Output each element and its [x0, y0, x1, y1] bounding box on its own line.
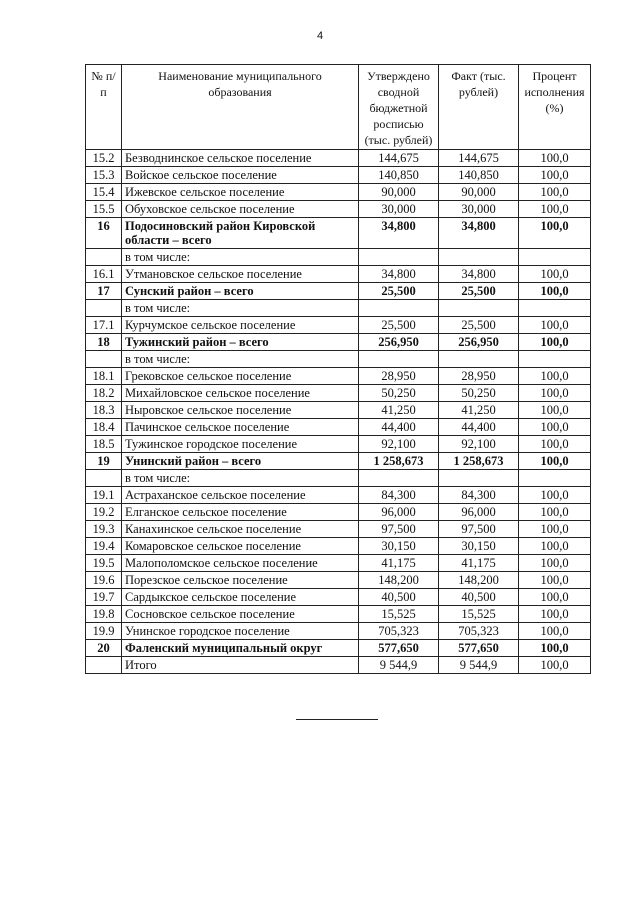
- row-fact: 34,800: [439, 266, 519, 283]
- row-name: в том числе:: [122, 300, 359, 317]
- table-row: [86, 436, 591, 453]
- row-plan: [359, 351, 439, 368]
- row-fact: 28,950: [439, 368, 519, 385]
- row-name: Малополомское сельское поселение: [122, 555, 359, 572]
- row-name: Безводнинское сельское поселение: [122, 150, 359, 167]
- row-percent: 100,0: [519, 572, 591, 589]
- row-fact: 40,500: [439, 589, 519, 606]
- row-name: в том числе:: [122, 351, 359, 368]
- row-number: 19.5: [86, 555, 122, 572]
- row-plan: 97,500: [359, 521, 439, 538]
- row-plan: 25,500: [359, 317, 439, 334]
- row-percent: 100,0: [519, 504, 591, 521]
- row-plan: 84,300: [359, 487, 439, 504]
- row-percent: 100,0: [519, 150, 591, 167]
- row-name: Елганское сельское поселение: [122, 504, 359, 521]
- table-row: [86, 504, 591, 521]
- row-number: 15.2: [86, 150, 122, 167]
- row-plan: 9 544,9: [359, 657, 439, 674]
- row-percent: 100,0: [519, 402, 591, 419]
- row-fact: 97,500: [439, 521, 519, 538]
- row-number: 17: [86, 283, 122, 300]
- table-row: [86, 300, 591, 317]
- row-number: 18.1: [86, 368, 122, 385]
- row-fact: [439, 470, 519, 487]
- table-row-total: [86, 334, 591, 351]
- row-plan: 1 258,673: [359, 453, 439, 470]
- row-fact: 25,500: [439, 317, 519, 334]
- table-body: [86, 150, 591, 674]
- row-fact: 9 544,9: [439, 657, 519, 674]
- row-fact: 84,300: [439, 487, 519, 504]
- row-percent: [519, 249, 591, 266]
- table-row-total: [86, 640, 591, 657]
- row-percent: 100,0: [519, 538, 591, 555]
- row-name: Тужинское городское поселение: [122, 436, 359, 453]
- row-number: 19.2: [86, 504, 122, 521]
- row-fact: 1 258,673: [439, 453, 519, 470]
- row-percent: 100,0: [519, 317, 591, 334]
- row-plan: 140,850: [359, 167, 439, 184]
- row-number: [86, 249, 122, 266]
- row-plan: 92,100: [359, 436, 439, 453]
- row-number: 18.5: [86, 436, 122, 453]
- row-fact: 144,675: [439, 150, 519, 167]
- row-number: 16.1: [86, 266, 122, 283]
- row-percent: 100,0: [519, 555, 591, 572]
- table-row: [86, 538, 591, 555]
- row-name: Астраханское сельское поселение: [122, 487, 359, 504]
- row-percent: [519, 300, 591, 317]
- row-name: в том числе:: [122, 249, 359, 266]
- table-row: [86, 402, 591, 419]
- table-row: [86, 555, 591, 572]
- header-percent: Процент исполнения (%): [519, 65, 591, 150]
- row-plan: [359, 300, 439, 317]
- row-fact: 148,200: [439, 572, 519, 589]
- row-fact: 30,150: [439, 538, 519, 555]
- row-percent: 100,0: [519, 521, 591, 538]
- row-number: 19.6: [86, 572, 122, 589]
- row-plan: 34,800: [359, 218, 439, 249]
- row-name: Ныровское сельское поселение: [122, 402, 359, 419]
- row-number: 19.4: [86, 538, 122, 555]
- row-percent: 100,0: [519, 283, 591, 300]
- row-percent: 100,0: [519, 201, 591, 218]
- row-fact: 90,000: [439, 184, 519, 201]
- row-percent: 100,0: [519, 419, 591, 436]
- table-row: [86, 266, 591, 283]
- row-plan: 30,000: [359, 201, 439, 218]
- row-plan: 44,400: [359, 419, 439, 436]
- table-row: [86, 572, 591, 589]
- row-name: Михайловское сельское поселение: [122, 385, 359, 402]
- row-name: Курчумское сельское поселение: [122, 317, 359, 334]
- row-name: Комаровское сельское поселение: [122, 538, 359, 555]
- page-number: 4: [316, 30, 324, 42]
- row-plan: 705,323: [359, 623, 439, 640]
- row-name: Порезское сельское поселение: [122, 572, 359, 589]
- table-row: [86, 521, 591, 538]
- header-name: Наименование муниципального образования: [122, 65, 359, 150]
- row-name: Итого: [122, 657, 359, 674]
- row-fact: 34,800: [439, 218, 519, 249]
- row-name: Подосиновский район Кировской области – всего: [122, 218, 359, 249]
- row-number: 20: [86, 640, 122, 657]
- row-plan: 41,250: [359, 402, 439, 419]
- row-number: 19.7: [86, 589, 122, 606]
- row-fact: [439, 300, 519, 317]
- row-percent: 100,0: [519, 606, 591, 623]
- row-plan: 25,500: [359, 283, 439, 300]
- row-percent: 100,0: [519, 657, 591, 674]
- row-fact: 256,950: [439, 334, 519, 351]
- row-number: 19.1: [86, 487, 122, 504]
- row-fact: 41,175: [439, 555, 519, 572]
- table-row: [86, 184, 591, 201]
- row-name: Сардыкское сельское поселение: [122, 589, 359, 606]
- row-number: 15.5: [86, 201, 122, 218]
- row-percent: 100,0: [519, 184, 591, 201]
- row-fact: [439, 351, 519, 368]
- row-fact: 577,650: [439, 640, 519, 657]
- row-number: 18.4: [86, 419, 122, 436]
- row-number: [86, 470, 122, 487]
- row-fact: 25,500: [439, 283, 519, 300]
- row-number: [86, 657, 122, 674]
- row-fact: 140,850: [439, 167, 519, 184]
- table-row: [86, 385, 591, 402]
- row-percent: 100,0: [519, 368, 591, 385]
- row-number: 19.3: [86, 521, 122, 538]
- table-row: [86, 150, 591, 167]
- row-plan: 40,500: [359, 589, 439, 606]
- row-name: Фаленский муниципальный округ: [122, 640, 359, 657]
- table-row: [86, 487, 591, 504]
- table-row-total: [86, 283, 591, 300]
- table-row: [86, 419, 591, 436]
- row-fact: 92,100: [439, 436, 519, 453]
- row-fact: 44,400: [439, 419, 519, 436]
- table-row: [86, 623, 591, 640]
- row-number: 19.9: [86, 623, 122, 640]
- row-percent: 100,0: [519, 487, 591, 504]
- row-plan: 90,000: [359, 184, 439, 201]
- row-plan: 577,650: [359, 640, 439, 657]
- table-row: [86, 167, 591, 184]
- row-number: [86, 351, 122, 368]
- end-divider: [296, 719, 378, 720]
- row-percent: 100,0: [519, 385, 591, 402]
- table-row: [86, 351, 591, 368]
- row-name: Сунский район – всего: [122, 283, 359, 300]
- row-number: 16: [86, 218, 122, 249]
- row-name: Унинское городское поселение: [122, 623, 359, 640]
- row-number: 18: [86, 334, 122, 351]
- row-name: Тужинский район – всего: [122, 334, 359, 351]
- row-number: 15.3: [86, 167, 122, 184]
- row-percent: 100,0: [519, 266, 591, 283]
- row-plan: 96,000: [359, 504, 439, 521]
- row-number: 15.4: [86, 184, 122, 201]
- row-percent: 100,0: [519, 453, 591, 470]
- row-fact: 15,525: [439, 606, 519, 623]
- row-percent: 100,0: [519, 334, 591, 351]
- row-fact: 96,000: [439, 504, 519, 521]
- row-percent: 100,0: [519, 218, 591, 249]
- row-percent: 100,0: [519, 623, 591, 640]
- row-name: Грековское сельское поселение: [122, 368, 359, 385]
- row-name: Ижевское сельское поселение: [122, 184, 359, 201]
- row-plan: 30,150: [359, 538, 439, 555]
- row-fact: 30,000: [439, 201, 519, 218]
- header-plan: Утверждено сводной бюджетной росписью (тыс. рублей): [359, 65, 439, 150]
- budget-table: [85, 64, 591, 674]
- row-name: Обуховское сельское поселение: [122, 201, 359, 218]
- row-number: 19.8: [86, 606, 122, 623]
- row-name: Сосновское сельское поселение: [122, 606, 359, 623]
- row-percent: [519, 470, 591, 487]
- header-fact: Факт (тыс. рублей): [439, 65, 519, 150]
- table-header-row: [86, 65, 591, 150]
- row-percent: 100,0: [519, 589, 591, 606]
- table-row: [86, 368, 591, 385]
- row-percent: 100,0: [519, 640, 591, 657]
- table-row: [86, 249, 591, 266]
- table-row: [86, 589, 591, 606]
- row-name: Войское сельское поселение: [122, 167, 359, 184]
- row-plan: 34,800: [359, 266, 439, 283]
- header-no: № п/п: [86, 65, 122, 150]
- table-row: [86, 657, 591, 674]
- table-row: [86, 606, 591, 623]
- row-percent: [519, 351, 591, 368]
- table-row: [86, 470, 591, 487]
- row-plan: 28,950: [359, 368, 439, 385]
- table-row: [86, 317, 591, 334]
- row-fact: [439, 249, 519, 266]
- row-name: Утмановское сельское поселение: [122, 266, 359, 283]
- row-plan: 144,675: [359, 150, 439, 167]
- row-name: Унинский район – всего: [122, 453, 359, 470]
- row-number: 18.2: [86, 385, 122, 402]
- row-name: Канахинское сельское поселение: [122, 521, 359, 538]
- row-plan: 256,950: [359, 334, 439, 351]
- row-percent: 100,0: [519, 167, 591, 184]
- row-name: в том числе:: [122, 470, 359, 487]
- row-plan: 50,250: [359, 385, 439, 402]
- row-number: 17.1: [86, 317, 122, 334]
- row-plan: [359, 470, 439, 487]
- row-plan: 148,200: [359, 572, 439, 589]
- row-number: [86, 300, 122, 317]
- row-fact: 50,250: [439, 385, 519, 402]
- row-name: Пачинское сельское поселение: [122, 419, 359, 436]
- row-number: 18.3: [86, 402, 122, 419]
- row-plan: [359, 249, 439, 266]
- row-fact: 41,250: [439, 402, 519, 419]
- table-row-total: [86, 218, 591, 249]
- row-percent: 100,0: [519, 436, 591, 453]
- row-plan: 41,175: [359, 555, 439, 572]
- table-row: [86, 201, 591, 218]
- row-plan: 15,525: [359, 606, 439, 623]
- row-number: 19: [86, 453, 122, 470]
- table-row-total: [86, 453, 591, 470]
- row-fact: 705,323: [439, 623, 519, 640]
